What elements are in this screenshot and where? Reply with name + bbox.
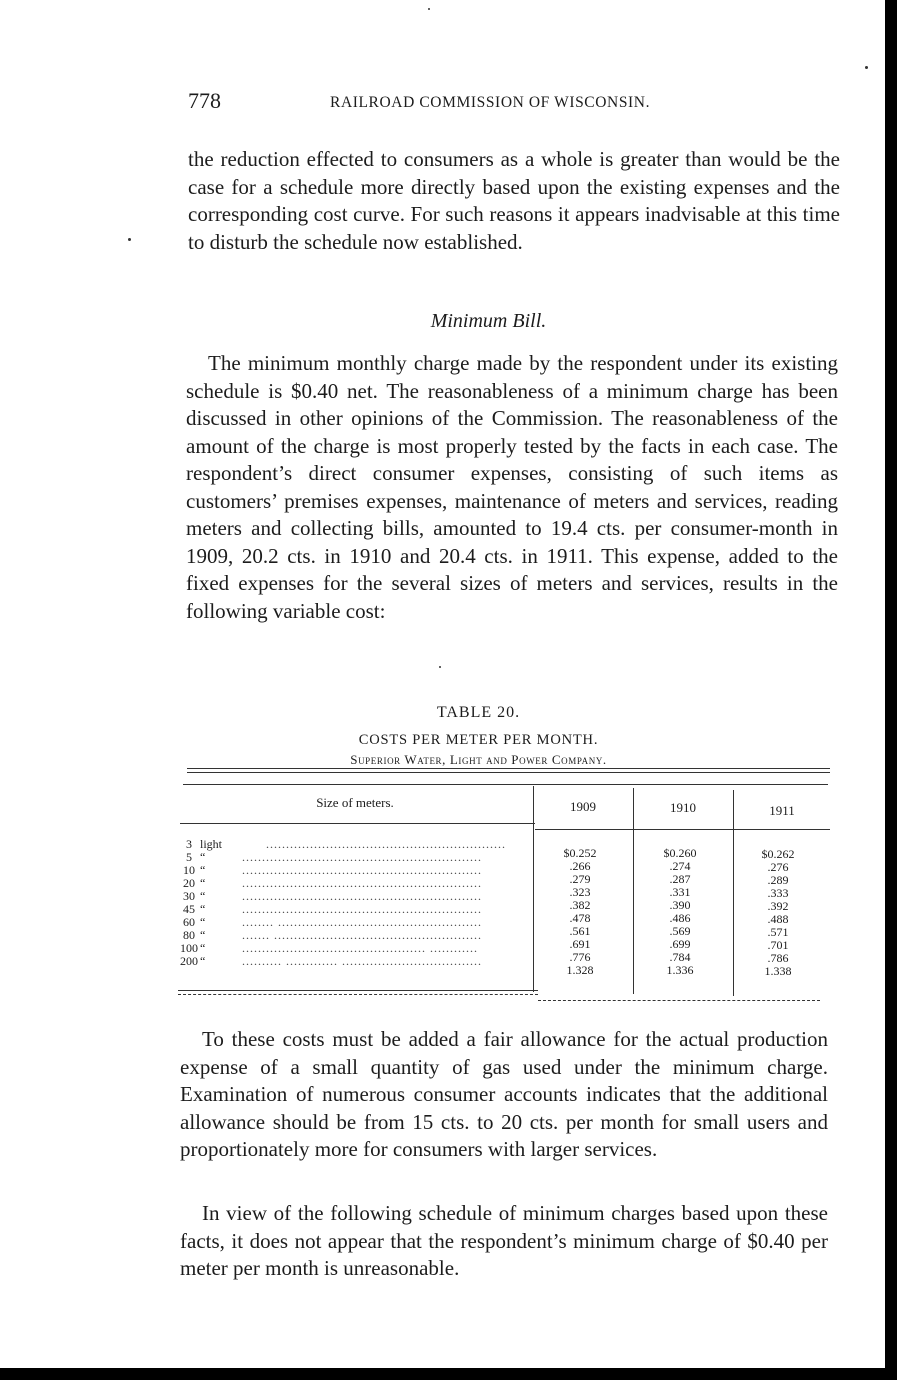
cost-1911: .701 — [767, 938, 789, 952]
dot-leader: ....... .................................................... — [242, 929, 482, 941]
table-bottom-rule — [178, 994, 538, 995]
cost-1910: $0.260 — [663, 846, 697, 860]
table-title: COSTS PER METER PER MONTH. — [358, 732, 599, 748]
cost-1910: .390 — [669, 898, 691, 912]
scan-speck — [428, 8, 430, 10]
cost-1911: .276 — [767, 860, 789, 874]
meter-size: 80 — [183, 928, 195, 942]
table-bottom-rule — [178, 990, 538, 991]
scan-edge-bottom — [0, 1368, 897, 1380]
dot-leader: .............................................. ............ — [242, 942, 478, 954]
cost-1911: .333 — [767, 886, 789, 900]
running-title: RAILROAD COMMISSION OF WISCONSIN. — [330, 94, 651, 111]
meter-size: 200 — [180, 954, 198, 968]
column-header-year: 1911 — [769, 803, 795, 818]
cost-1910: .331 — [669, 885, 691, 899]
dot-leader: ............................................................ — [266, 838, 506, 850]
cost-1911: .392 — [767, 899, 789, 913]
cost-1911: .786 — [767, 951, 789, 965]
page-header — [188, 88, 838, 118]
table-row — [0, 954, 897, 978]
meter-size: 20 — [183, 876, 195, 890]
paragraph-production-allowance — [180, 1026, 828, 1164]
cost-1909: .776 — [569, 950, 591, 964]
scan-speck — [439, 666, 441, 668]
dot-leader: ............................................................ — [242, 890, 482, 902]
dot-leader: ............................................................ — [242, 877, 482, 889]
cost-1910: .784 — [669, 950, 691, 964]
cost-1910: .699 — [669, 937, 691, 951]
meter-unit: “ — [200, 889, 206, 903]
cost-1910: 1.336 — [666, 963, 694, 977]
dot-leader: .......... ............. ................................... — [242, 955, 482, 967]
table-top-rule — [187, 768, 830, 769]
cost-1909: .382 — [569, 898, 591, 912]
cost-1911: .571 — [767, 925, 789, 939]
meter-size: 45 — [183, 902, 195, 916]
page-number: 778 — [188, 88, 221, 113]
meter-size: 3 — [186, 837, 192, 851]
cost-1909: .478 — [569, 911, 591, 925]
meter-unit: “ — [200, 902, 206, 916]
meter-size: 30 — [183, 889, 195, 903]
cost-1909: .279 — [569, 872, 591, 886]
table-subtitle: Superior Water, Light and Power Company. — [350, 752, 607, 767]
cost-1909: .691 — [569, 937, 591, 951]
column-header-year: 1910 — [670, 800, 696, 815]
dot-leader: ............................................................ — [242, 851, 482, 863]
meter-size: 100 — [180, 941, 198, 955]
cost-1910: .287 — [669, 872, 691, 886]
paragraph-minimum-charge — [186, 350, 838, 625]
cost-1909: $0.252 — [563, 846, 597, 860]
meter-unit: “ — [200, 915, 206, 929]
cost-1911: .488 — [767, 912, 789, 926]
cost-1909: .561 — [569, 924, 591, 938]
paragraph-conclusion — [180, 1200, 828, 1283]
section-heading: Minimum Bill. — [430, 310, 547, 332]
paragraph-continuation: the reduction effected to consumers as a whole is greater than would be the case for a schedule more directly based upon the existing expenses and the corresponding cost curve. For such reasons it appears inadvisable at this time to disturb the schedule now established. — [188, 147, 840, 254]
meter-unit: “ — [200, 876, 206, 890]
cost-1909: .266 — [569, 859, 591, 873]
dot-leader: ............................................................ — [242, 903, 482, 915]
column-header-size: Size of meters. — [316, 795, 394, 810]
table-header-rule — [183, 784, 828, 785]
table-row — [0, 837, 897, 861]
meter-size: 60 — [183, 915, 195, 929]
cost-1909: 1.328 — [566, 963, 594, 977]
dot-leader: ............................................................ — [242, 864, 482, 876]
table-bottom-rule — [538, 1000, 820, 1001]
cost-1911: 1.338 — [764, 964, 792, 978]
scan-edge-right — [885, 0, 897, 1380]
cost-1910: .274 — [669, 859, 691, 873]
meter-unit: “ — [200, 928, 206, 942]
table-number: TABLE 20. — [436, 704, 521, 721]
paragraph-text: To these costs must be added a fair allowance for the actual production expense of a small quantity of gas used under the minimum charge. Examination of numerous consumer accounts indicates that the additional allowance should be from 15 cts. to 20 cts. per month for small users and proportionately more for consumers with larger services. — [180, 1027, 828, 1161]
cost-1909: .323 — [569, 885, 591, 899]
scan-speck — [128, 238, 131, 241]
meter-unit: “ — [200, 954, 206, 968]
scan-speck — [865, 66, 868, 69]
table-top-rule — [187, 772, 830, 773]
table-header-bottom-rule — [180, 823, 535, 824]
cost-1910: .486 — [669, 911, 691, 925]
cost-1911: .289 — [767, 873, 789, 887]
cost-1910: .569 — [669, 924, 691, 938]
meter-unit: light — [200, 837, 223, 851]
paragraph-text: In view of the following schedule of minimum charges based upon these facts, it does not appear that the respondent’s minimum charge of $0.40 per meter per month is unreasonable. — [180, 1201, 828, 1280]
meter-unit: “ — [200, 850, 206, 864]
table-header-bottom-rule — [535, 829, 830, 830]
dot-leader: ........ ................................................... — [242, 916, 482, 928]
meter-size: 5 — [186, 850, 192, 864]
meter-unit: “ — [200, 941, 206, 955]
meter-unit: “ — [200, 863, 206, 877]
paragraph-text: The minimum monthly charge made by the respondent under its existing schedule is $0.40 net. The reasonableness of a minimum charge has been discussed in other opinions of the Commission. The reasonableness of the amount of the charge is most properly tested by the facts in each case. The respondent’s direct consumer expenses, consisting of such items as customers’ premises expenses, maintenance of meters and services, reading meters and collecting bills, amounted to 19.4 cts. per consumer-month in 1909, 20.2 cts. in 1910 and 20.4 cts. in 1911. This expense, added to the fixed expenses for the several sizes of meters and services, results in the following variable cost: — [186, 351, 838, 623]
cost-1911: $0.262 — [761, 847, 795, 861]
column-header-year: 1909 — [570, 799, 596, 814]
meter-size: 10 — [183, 863, 195, 877]
